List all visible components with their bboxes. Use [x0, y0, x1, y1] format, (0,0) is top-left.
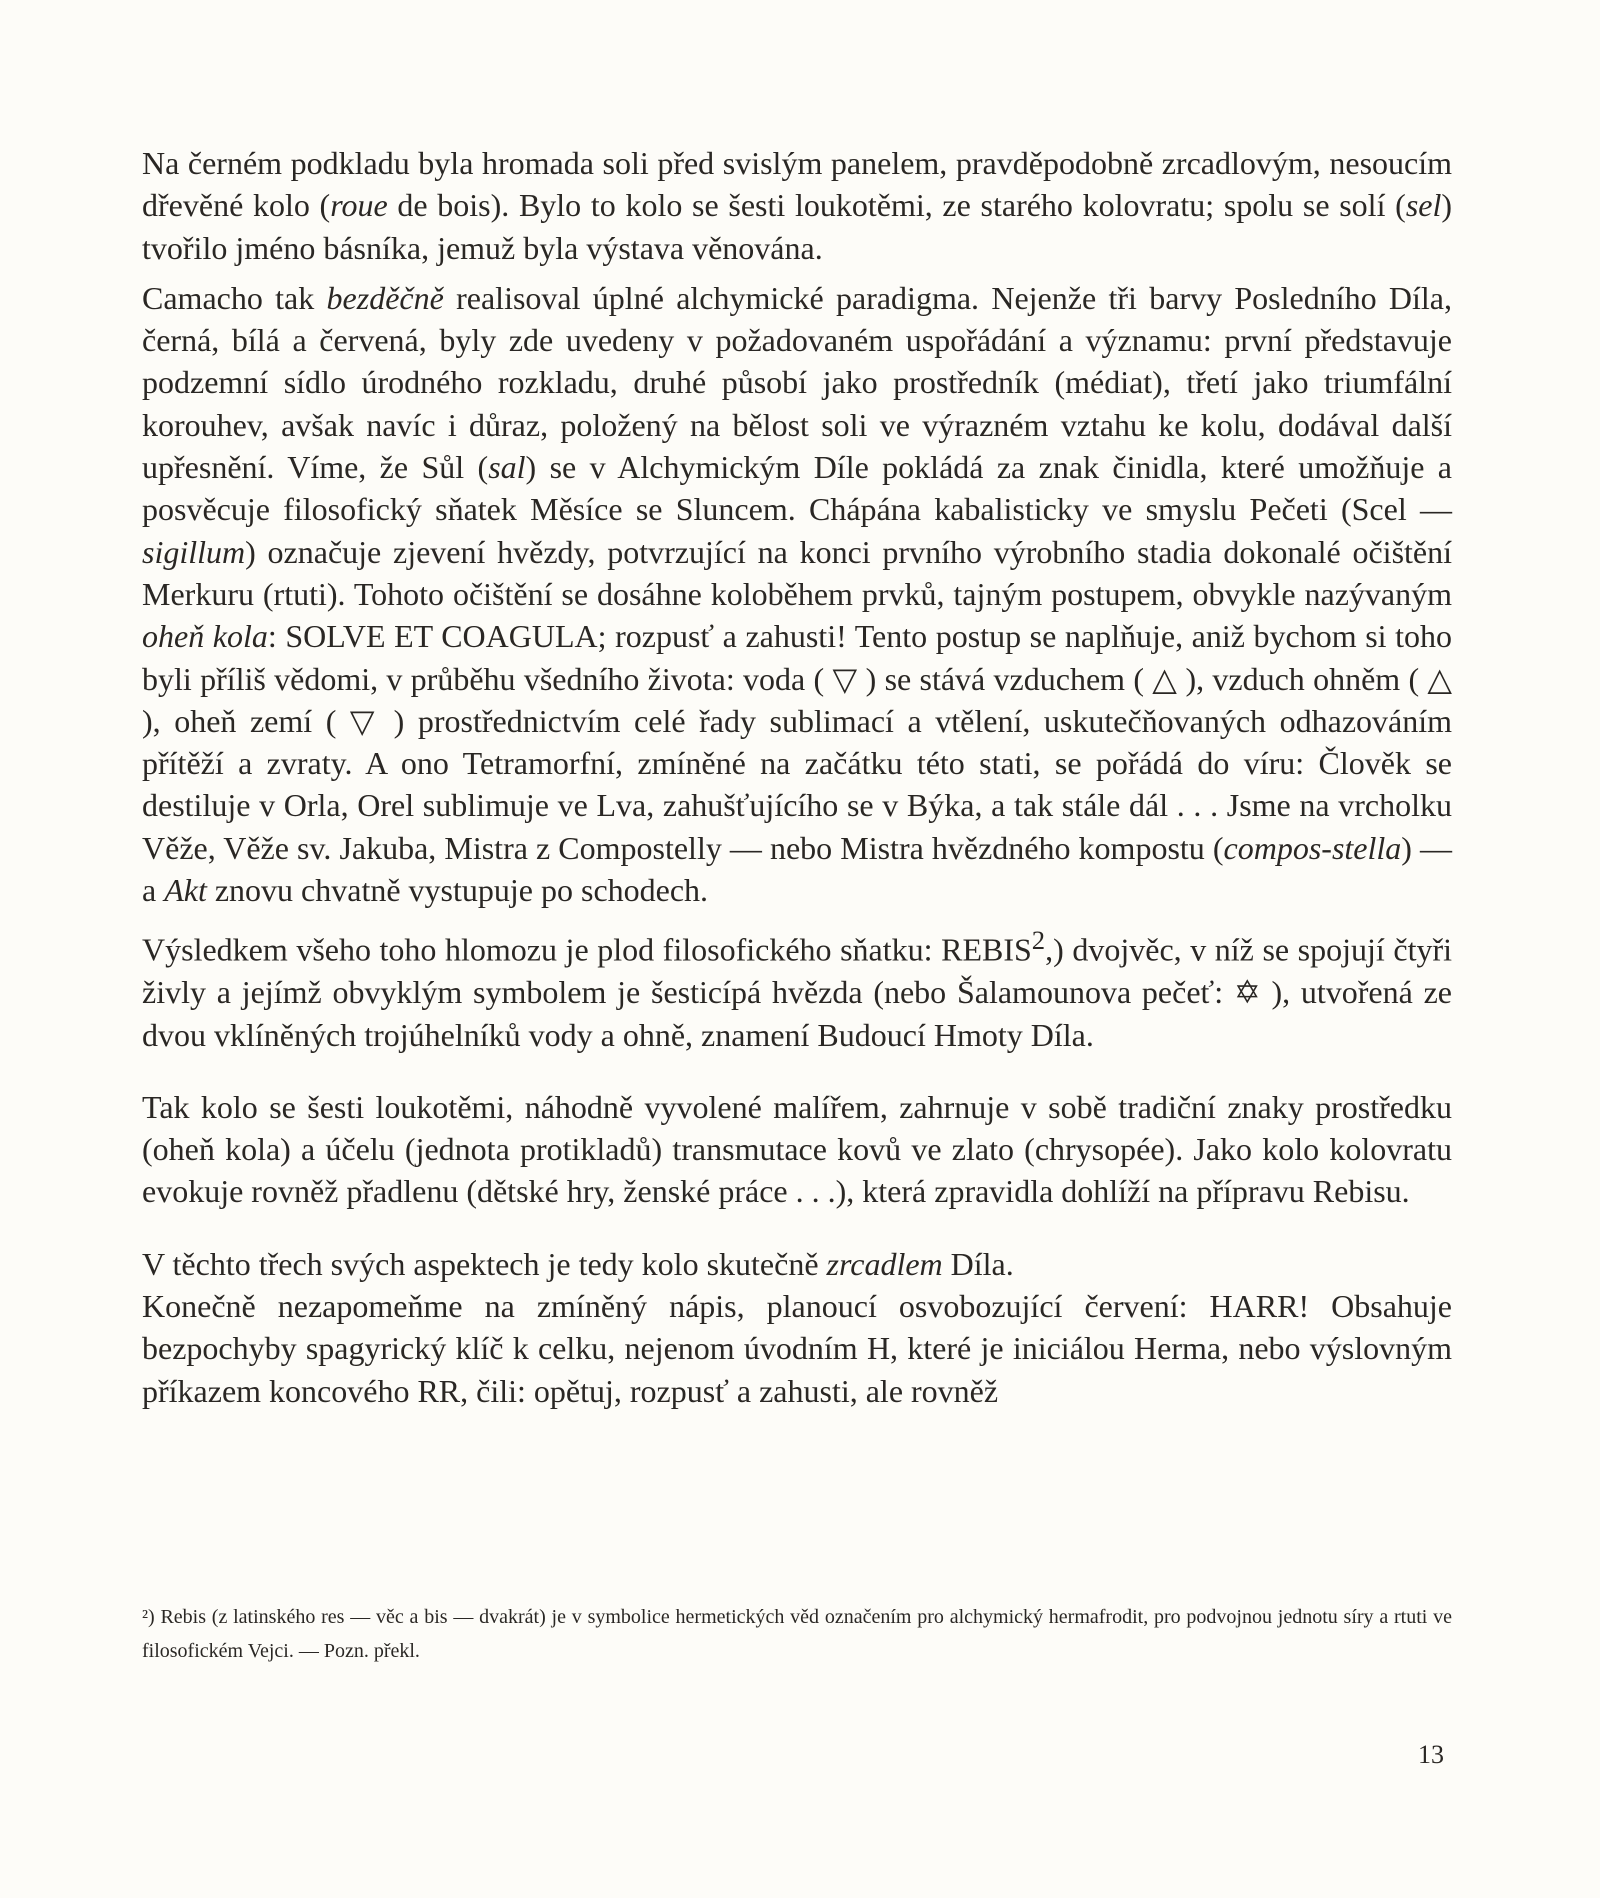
text-run: realisoval úplné alchymické paradigma. Nejenže tři barvy Posledního Díla, černá, bílá a červená, byly zde uvedeny v požadovaném uspořádání a významu: první představuje podzemní sídlo úrodného rozkladu, druhé působí jako prostředník (médiat), třetí jako triumfální korouhev, avšak navíc i důraz, položený na bělost soli ve výrazném vztahu ke kolu, dodával další upřesnění. Víme, že Sůl ( — [142, 279, 1453, 486]
italic-run: zrcadlem — [826, 1245, 943, 1282]
footnote-text: Rebis (z latinského res — věc a bis — dvakrát) je v symbolice hermetických věd označením pro alchymický hermafrodit, pro podvojnou jednotu síry a rtuti ve filosofickém Vejci. — Pozn. překl. — [142, 1606, 1453, 1662]
italic-run: roue — [330, 187, 388, 224]
italic-run: oheň kola — [142, 618, 268, 655]
text-run: Výsledkem všeho toho hlomozu je plod filosofického sňatku: REBIS — [142, 932, 1032, 968]
footnote — [142, 1600, 1452, 1668]
paragraph — [142, 1086, 1452, 1213]
text-run: ) označuje zjevení hvězdy, potvrzující na konci prvního výrobního stadia dokonalé očištění Merkuru (rtuti). Tohoto očištění se dosáhne koloběhem prvků, tajným postupem, obvykle nazývaným — [142, 533, 1452, 612]
paragraph — [142, 142, 1452, 269]
text-run: ) se v Alchymickým Díle pokládá za znak činidla, které umožňuje a posvěcuje filosofický sňatek Měsíce se Sluncem. Chápána kabalisticky ve smyslu Pečeti (Scel — — [142, 449, 1453, 528]
text-run: ) — a — [142, 829, 1453, 909]
italic-run: Akt — [164, 872, 207, 909]
text-run: Tak kolo se šesti loukotěmi, náhodně vyvolené malířem, zahrnuje v sobě tradiční znaky prostředku (oheň kola) a účelu (jednota protikladů) transmutace kovů ve zlato (chrysopée). Jako kolo kolovratu evokuje rovněž přadlenu (dětské hry, ženské práce . . .), která zpravidla dohlíží na přípravu Rebisu. — [142, 1088, 1452, 1210]
footnote-ref: 2 — [1031, 925, 1046, 956]
paragraph — [142, 1285, 1452, 1412]
text-run: ,) dvojvěc, v níž se spojují čtyři živly a jejímž obvyklým symbolem je šesticípá hvězda (nebo Šalamounova pečeť: ✡ ), utvořená ze dvou vklíněných trojúhelníků vody a ohně, znamení Budoucí Hmoty Díla. — [142, 932, 1453, 1053]
italic-run: compos-stella — [1223, 829, 1402, 866]
main-text — [142, 142, 1452, 1412]
page-number: 13 — [1418, 1740, 1444, 1769]
text-run: znovu chvatně vystupuje po schodech. — [206, 872, 709, 909]
italic-run: bezděčně — [326, 279, 444, 316]
text-run: ) tvořilo jméno básníka, jemuž byla výstava věnována. — [142, 187, 1453, 266]
text-run: de bois). Bylo to kolo se šesti loukotěmi, ze starého kolovratu; spolu se solí ( — [387, 187, 1406, 224]
text-run: Camacho tak — [142, 279, 327, 316]
paragraph — [142, 1243, 1452, 1285]
paragraph — [142, 919, 1452, 1056]
footnote-marker: ²) — [142, 1606, 155, 1628]
text-run: Díla. — [942, 1245, 1014, 1282]
text-run: : SOLVE ET COAGULA; rozpusť a zahusti! Tento postup se naplňuje, aniž bychom si toho byli příliš vědomi, v průběhu všedního života: voda ( ▽ ) se stává vzduchem ( △ ), vzduch ohněm ( △ ), oheň zemí ( ▽ ) prostřednictvím celé řady sublimací a vtělení, uskutečňovaných odhazováním přítěží a zvraty. A ono Tetramorfní, zmíněné na začátku této stati, se pořádá do víru: Člověk se destiluje v Orla, Orel sublimuje ve Lva, zahušťujícího se v Býka, a tak stále dál . . . Jsme na vrcholku Věže, Věže sv. Jakuba, Mistra z Compostelly — nebo Mistra hvězdného kompostu ( — [142, 618, 1452, 866]
italic-run: sel — [1405, 187, 1442, 224]
paragraph — [142, 277, 1452, 911]
text-run: Konečně nezapomeňme na zmíněný nápis, planoucí osvobozující červení: HARR! Obsahuje bezpochyby spagyrický klíč k celku, nejenom úvodním H, které je iniciálou Herma, nebo výslovným příkazem koncového RR, čili: opětuj, rozpusť a zahusti, ale rovněž — [142, 1288, 1452, 1409]
text-run: V těchto třech svých aspektech je tedy kolo skutečně — [142, 1245, 827, 1282]
italic-run: sal — [488, 449, 526, 486]
italic-run: sigillum — [142, 533, 246, 570]
text-run: Na černém podkladu byla hromada soli před svislým panelem, pravděpodobně zrcadlovým, nesoucím dřevěné kolo ( — [142, 145, 1452, 224]
